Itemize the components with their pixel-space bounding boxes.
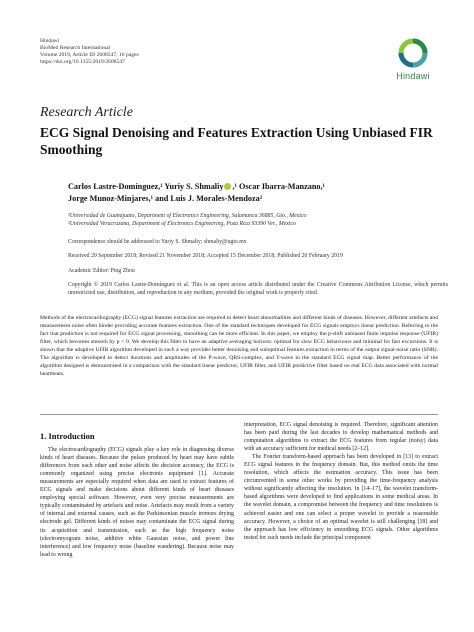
authors-line-1b: ,¹ Oscar Ibarra-Manzano,¹ — [232, 182, 325, 191]
right-column — [244, 421, 438, 542]
affiliation-2: ²Universidad Veracruzana, Department of Electronics Engineering, Poza Rica 93390 Ver., Mexico — [68, 221, 296, 227]
intro-paragraph-1: The electrocardiography (ECG) signals play a key role in diagnosing diverse kinds of heart diseases. Because the pulses produced by heart may have subtle differences from each other and noise affects the decision accuracy, the ECG is commonly organized using precise electronic equipment [1]. Accurate measurements are especially required when data are used to extract features of ECG signals and make decisions about different kinds of heart diseases employing special software. However, even very precise measurements are typically contaminated by artefacts and noise. Artefacts may result from a variety of internal and external causes, such as the Parkinsonian muscle tremors drying electrode gel. Different kinds of noises may contaminate the ECG signal during its acquisition and transmission, such as the high frequency noise (electromyogram noise, additive white Gaussian noise, and power line interference) and low frequency noise (baseline wandering). Because noise may lead to wrong — [40, 447, 234, 558]
author-list — [68, 181, 448, 205]
correspondence: Correspondence should be addressed to Yuriy S. Shmaliy; shmaliy@ugto.mx — [68, 239, 247, 245]
publisher-name: Hindawi — [40, 38, 60, 44]
article-type: Research Article — [40, 105, 133, 120]
affiliations — [68, 212, 448, 228]
journal-header — [40, 38, 139, 66]
section-divider — [40, 414, 438, 415]
hindawi-logo — [390, 36, 436, 86]
academic-editor: Academic Editor: Ping Zhou — [68, 268, 135, 274]
abstract: Methods of the electrocardiography (ECG) signal features extraction are required to detect heart abnormalities and different kinds of diseases. However, different artefacts and measurement noise often hinder providing accurate features extraction. One of the standard techniques developed for ECG signals employs linear prediction. Referring to the fact that prediction is not required for ECG signal processing, smoothing can be more efficient. In this paper, we employ the p-shift unbiased finite impulse response (UFIR) filter, which becomes smooth by p < 0. We develop this filter to have an adaptive averaging horizon: optimal for slow ECG behaviours and minimal for fast excursions. It is shown that the adaptive UFIR algorithm developed in such a way provides better denoising and suboptimal features extraction in terms of the output signal-noise ratio (SNR). The algorithm is developed to detect durations and amplitudes of the P-wave, QRS-complex, and T-wave in the standard ECG signal map. Better performance of the algorithm designed is demonstrated in a comparison with the standard linear predictor, UFIR filter, and UFIR predictive filter based on real ECG data associated with normal heartbeats. — [40, 315, 438, 377]
volume-line: Volume 2019, Article ID 2608547, 16 pages — [40, 52, 139, 58]
authors-line-1: Carlos Lastre-Domínguez,¹ Yuriy S. Shmaliy — [68, 182, 224, 191]
section-heading: 1. Introduction — [40, 431, 95, 441]
publication-dates: Received 20 September 2018; Revised 21 November 2018; Accepted 15 December 2018; Published 20 February 2019 — [68, 253, 343, 259]
intro-paragraph-1-cont: interpretation, ECG signal denoising is required. Therefore, significant attention has been paid during the last decades to develop mathematical methods and computation algorithms to extract the ECG features from regular (noisy) data with an accuracy sufficient for medical needs [2–12]. — [244, 422, 438, 453]
copyright-notice: Copyright © 2019 Carlos Lastre-Domínguez et al. This is an open access article distributed under the Creative Commons Attribution License, which permits unrestricted use, distribution, and reproduction in any medium, provided the original work is properly cited. — [68, 282, 448, 296]
logo-text: Hindawi — [396, 71, 430, 81]
journal-title: BioMed Research International — [40, 45, 111, 51]
doi-link[interactable]: https://doi.org/10.1155/2019/2608547 — [40, 59, 125, 65]
affiliation-1: ¹Universidad de Guanajuato, Department of Electronics Engineering, Salamanca 36885, Gto., Mexico — [68, 213, 307, 219]
left-column — [40, 420, 234, 559]
hindawi-ring-logo-icon — [396, 36, 430, 70]
article-title: ECG Signal Denoising and Features Extraction Using Unbiased FIR Smoothing — [40, 125, 433, 157]
orcid-icon[interactable] — [224, 183, 231, 190]
intro-paragraph-2: The Fourier transform-based approach has been developed in [13] to extract ECG signal features in the frequency domain. But, this method omits the time resolution, which affects the estimation accuracy. This issue has been circumvented in some other works by providing the time-frequency analysis without significantly affecting the resolution. In [14–17], the wavelet transform-based algorithms were developed to find applications in some medical areas. In the wavelet domain, a compromise between the frequency and time resolutions is achieved easier and one can select a proper wavelet to provide a reasonable accuracy. However, a choice of an optimal wavelet is still challenging [18] and the approach has low efficiency in smoothing ECG signals. Other algorithms tested for such needs include the principal component — [244, 454, 438, 541]
authors-line-2: Jorge Munoz-Minjares,¹ and Luis J. Morales-Mendoza² — [68, 194, 263, 203]
